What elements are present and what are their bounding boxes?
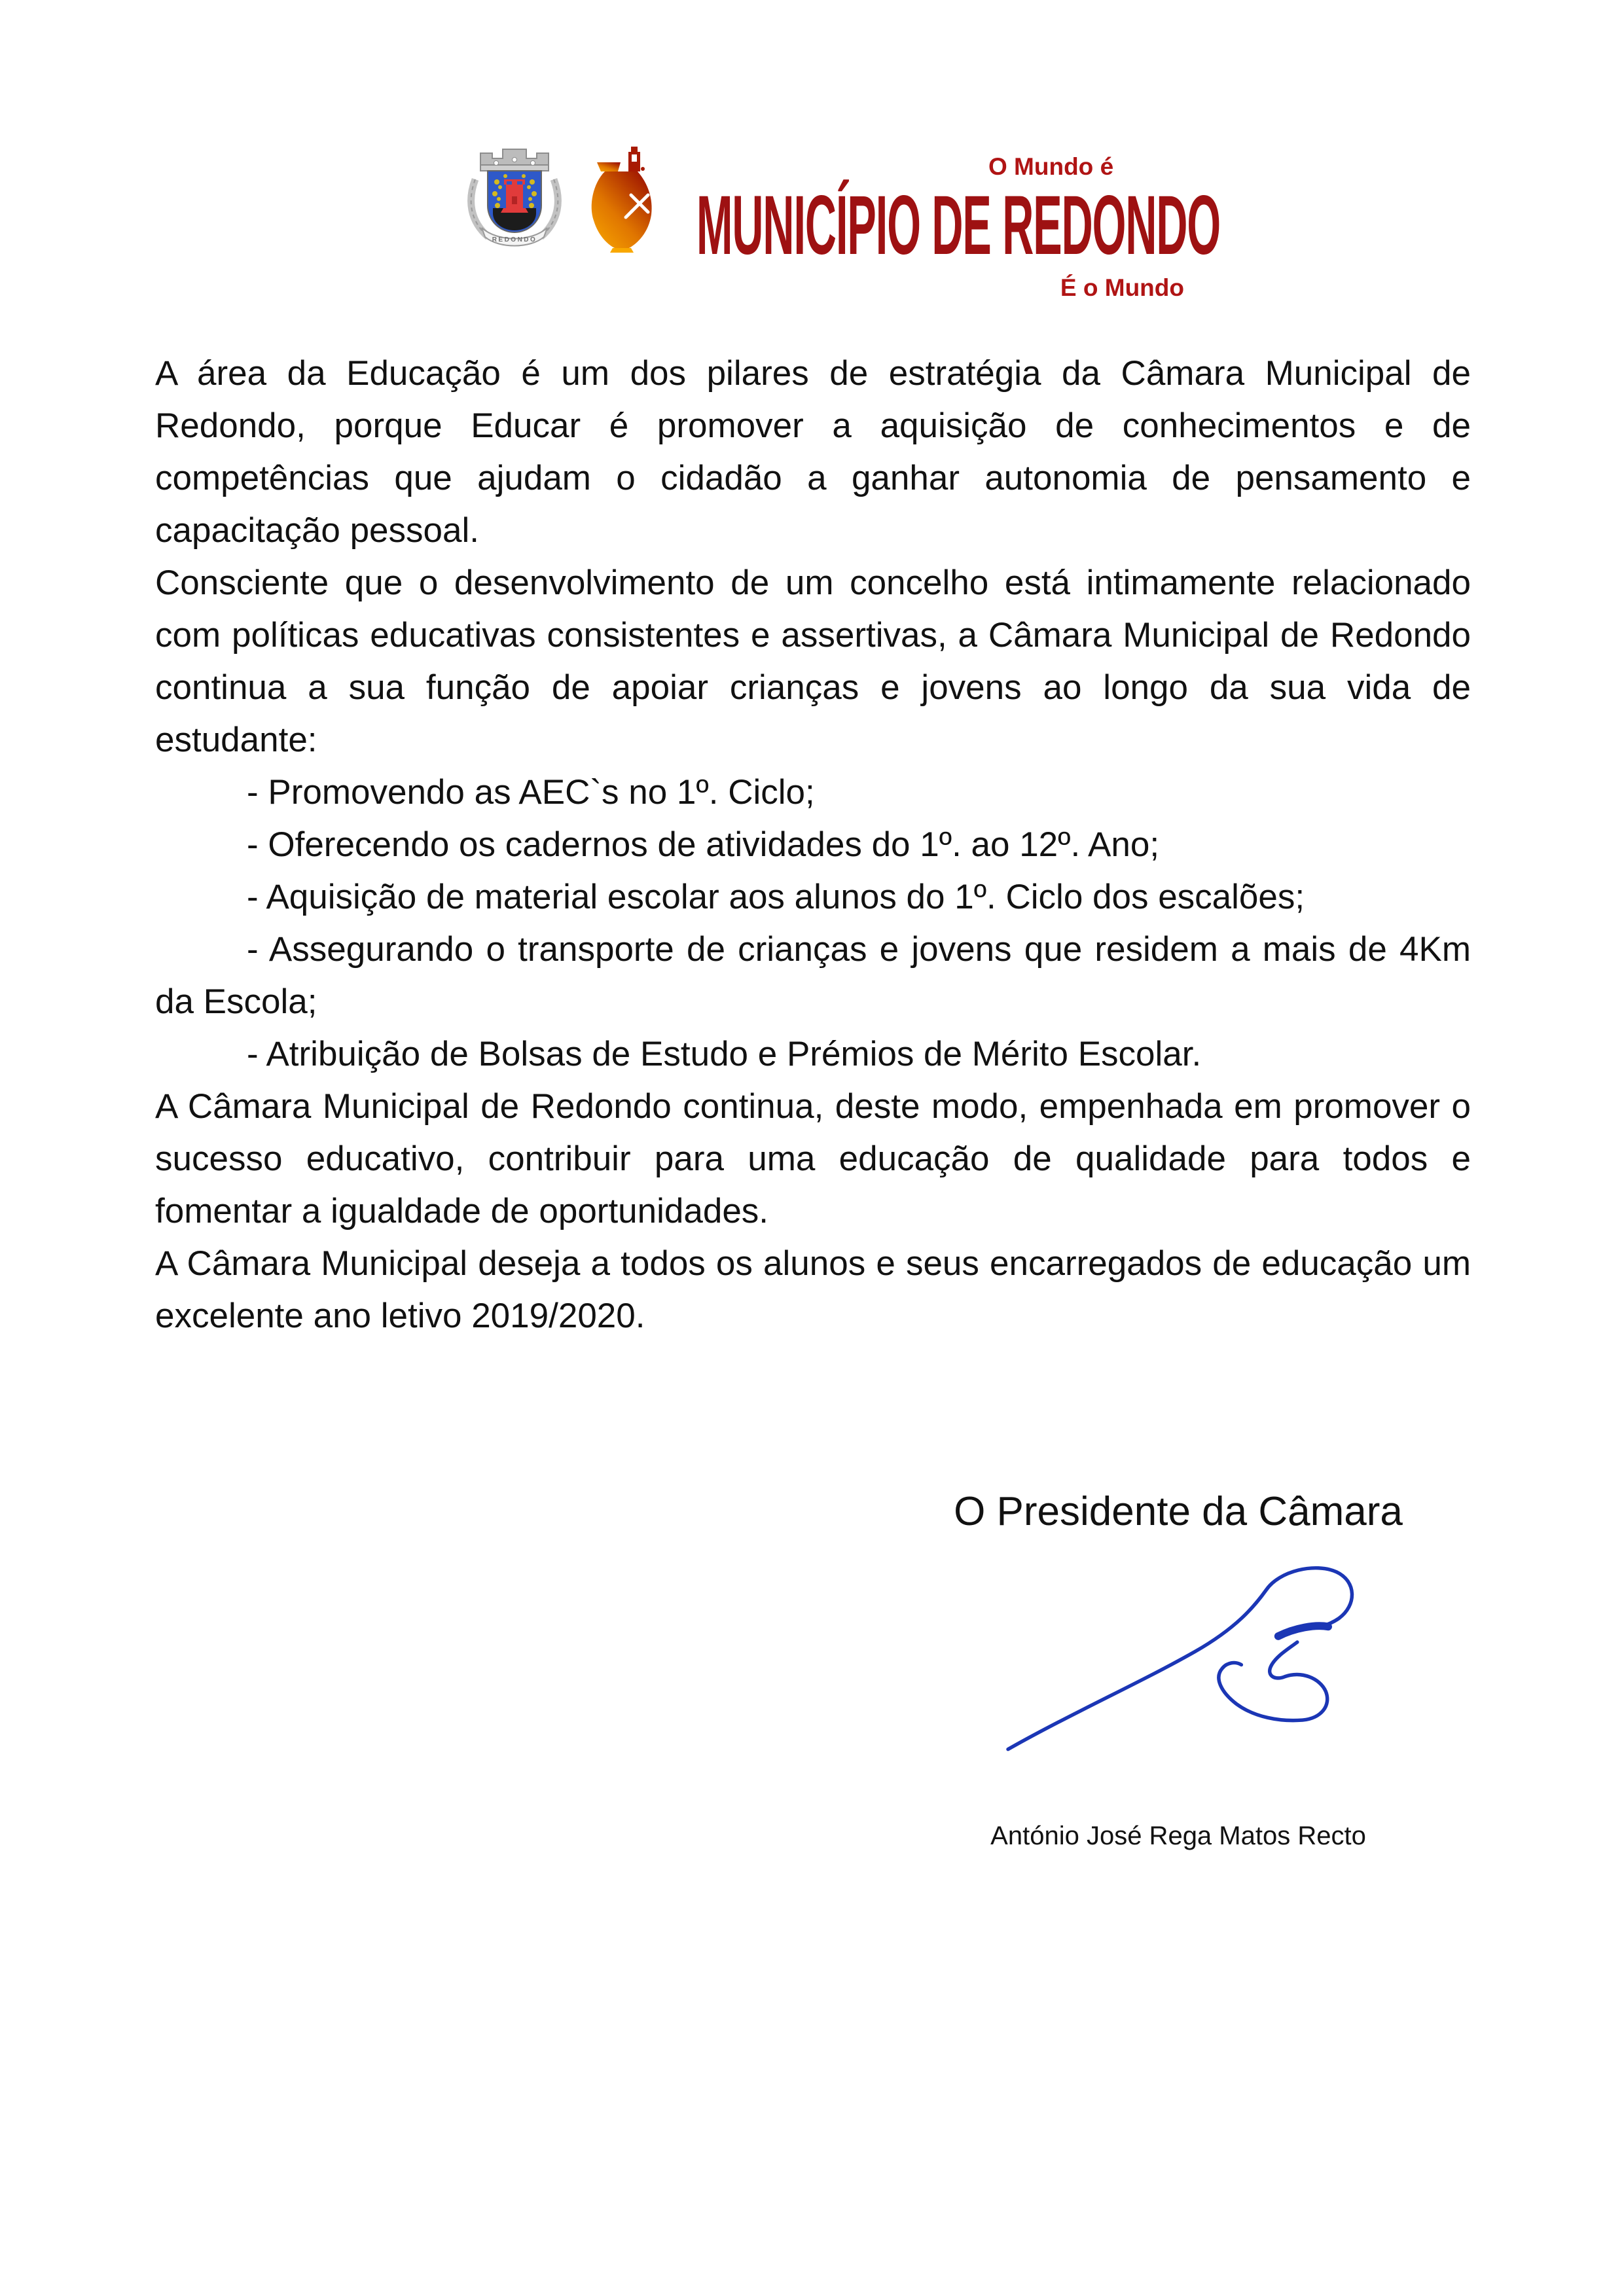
brand-tagline-top: O Mundo é [988, 153, 1114, 180]
letter-paragraph: A Câmara Municipal deseja a todos os alunos e seus encarregados de educação um excelente ano letivo 2019/2020. [155, 1244, 1471, 1335]
letter-list-item: - Oferecendo os cadernos de atividades do 1º. ao 12º. Ano; [247, 825, 1160, 864]
church-tower [628, 147, 645, 171]
president-name: António José Rega Matos Recto [990, 1821, 1366, 1850]
redondo-coat-of-arms-icon [466, 145, 563, 253]
mural-crown [480, 149, 549, 171]
president-signature [988, 1564, 1368, 1760]
brand-tagline-bottom: É o Mundo [1060, 274, 1184, 301]
letter-list-item: - Assegurando o transporte de crianças e jovens que residem a mais de 4Km da Escola; [155, 930, 1471, 1021]
letter-paragraph: A área da Educação é um dos pilares de estratégia da Câmara Municipal de Redondo, porque Educar é promover a aquisição de conhecimentos e de competências que ajudam o cidadão a ganhar autonomia de pensamento e capacitação pessoal. [155, 354, 1471, 550]
amphora-emblem-icon [588, 145, 655, 253]
signoff-title: O Presidente da Câmara [954, 1489, 1403, 1534]
signoff-block [910, 1487, 1447, 1852]
municipality-header [13, 145, 1624, 300]
letter-list-item: - Aquisição de material escolar aos alunos do 1º. Ciclo dos escalões; [247, 878, 1305, 916]
letter-body [155, 348, 1471, 1342]
municipality-brand [696, 145, 1221, 301]
brand-title: MUNICÍPIO DE REDONDO [696, 179, 1221, 272]
shield [488, 171, 541, 232]
banner-text: REDONDO [492, 236, 537, 243]
letter-list-item: - Atribuição de Bolsas de Estudo e Prémios de Mérito Escolar. [247, 1035, 1202, 1073]
letter-paragraph: Consciente que o desenvolvimento de um concelho está intimamente relacionado com políticas educativas consistentes e assertivas, a Câmara Municipal de Redondo continua a sua função de apoiar crianças e jovens ao longo da sua vida de estudante: [155, 564, 1471, 759]
letter-list-item: - Promovendo as AEC`s no 1º. Ciclo; [247, 773, 815, 812]
letter-paragraph: A Câmara Municipal de Redondo continua, deste modo, empenhada em promover o sucesso educativo, contribuir para uma educação de qualidade para todos e fomentar a igualdade de oportunidades. [155, 1087, 1471, 1230]
